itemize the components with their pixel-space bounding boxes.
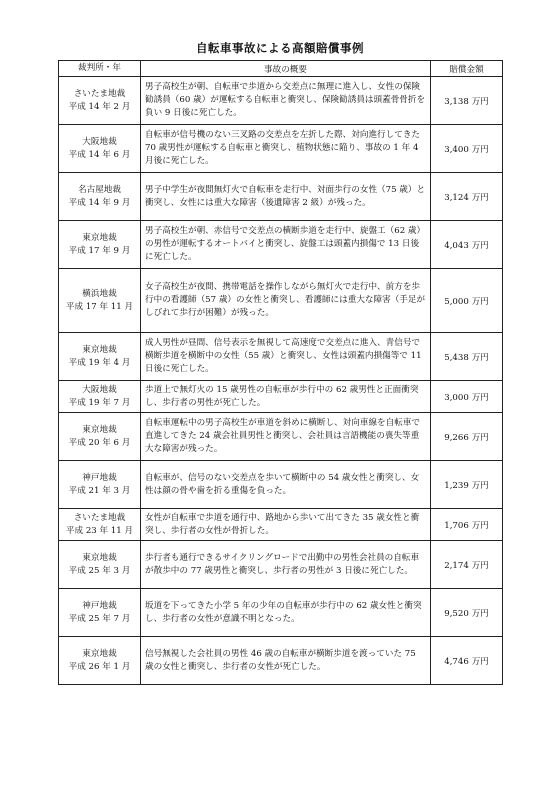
amount-cell: 9,266 万円 <box>431 413 503 461</box>
table-row <box>59 413 503 461</box>
summary-cell: 自転車運転中の男子高校生が車道を斜めに横断し、対向車線を自転車で直進してきた 24 歳会社員男性と衝突し、会社員は言語機能の喪失等重大な障害が残った。 <box>141 413 431 461</box>
court-cell <box>59 637 141 685</box>
table-row <box>59 125 503 173</box>
court-cell <box>59 77 141 125</box>
judgment-date: 平成 17 年 9 月 <box>68 245 131 256</box>
judgment-date: 平成 25 年 7 月 <box>68 613 131 624</box>
summary-cell: 男子高校生が朝、自転車で歩道から交差点に無理に進入し、女性の保険勧誘員（60 歳）が運転する自転車と衝突し、保険勧誘員は頭蓋骨骨折を負い 9 日後に死亡した。 <box>141 77 431 125</box>
amount-cell: 4,746 万円 <box>431 637 503 685</box>
court-name: 神戸地裁 <box>82 600 117 611</box>
court-name: 大阪地裁 <box>82 136 117 147</box>
summary-cell: 女性が自転車で歩道を通行中、路地から歩いて出てきた 35 歳女性と衝突し、歩行者の女性が骨折した。 <box>141 509 431 541</box>
judgment-date: 平成 20 年 6 月 <box>68 437 131 448</box>
judgment-date: 平成 17 年 11 月 <box>65 301 134 312</box>
amount-cell: 2,174 万円 <box>431 541 503 589</box>
table-header-row <box>59 61 503 77</box>
page-title: 自転車事故による高額賠償事例 <box>196 41 364 55</box>
court-cell <box>59 541 141 589</box>
court-cell <box>59 221 141 269</box>
summary-cell: 信号無視した会社員の男性 46 歳の自転車が横断歩道を渡っていた 75 歳の女性と衝突し、歩行者の女性が死亡した。 <box>141 637 431 685</box>
court-name: 東京地裁 <box>82 232 117 243</box>
court-name: さいたま地裁 <box>73 512 126 523</box>
table-row <box>59 221 503 269</box>
court-cell <box>59 269 141 333</box>
table-row <box>59 77 503 125</box>
judgment-date: 平成 14 年 9 月 <box>68 197 131 208</box>
summary-cell: 男子中学生が夜間無灯火で自転車を走行中、対面歩行の女性（75 歳）と衝突し、女性には重大な障害（後遺障害 2 級）が残った。 <box>141 173 431 221</box>
table-row <box>59 269 503 333</box>
court-cell <box>59 173 141 221</box>
amount-cell: 1,706 万円 <box>431 509 503 541</box>
case-table <box>58 60 503 685</box>
table-row <box>59 461 503 509</box>
court-cell <box>59 381 141 413</box>
table-row <box>59 637 503 685</box>
amount-cell: 3,400 万円 <box>431 125 503 173</box>
table-row <box>59 173 503 221</box>
court-cell <box>59 333 141 381</box>
summary-cell: 歩行者も通行できるサイクリングロードで出勤中の男性会社員の自転車が散歩中の 77 歳男性と衝突し、歩行者の男性が 3 日後に死亡した。 <box>141 541 431 589</box>
court-name: 名古屋地裁 <box>78 184 121 195</box>
court-cell <box>59 413 141 461</box>
summary-cell: 坂道を下ってきた小学 5 年の少年の自転車が歩行中の 62 歳女性と衝突し、歩行者の女性が意識不明となった。 <box>141 589 431 637</box>
amount-cell: 9,520 万円 <box>431 589 503 637</box>
header-court: 裁判所・年 <box>59 61 141 77</box>
judgment-date: 平成 23 年 11 月 <box>65 525 134 536</box>
summary-cell: 自転車が、信号のない交差点を歩いて横断中の 54 歳女性と衝突し、女性は顔の骨や歯を折る重傷を負った。 <box>141 461 431 509</box>
court-name: 東京地裁 <box>82 552 117 563</box>
court-name: 横浜地裁 <box>82 288 117 299</box>
table-row <box>59 541 503 589</box>
court-cell <box>59 461 141 509</box>
judgment-date: 平成 14 年 2 月 <box>68 101 131 112</box>
judgment-date: 平成 21 年 3 月 <box>68 485 131 496</box>
summary-cell: 自転車が信号機のない三叉路の交差点を左折した際、対向進行してきた 70 歳男性が運転する自転車と衝突し、植物状態に陥り、事故の 1 年 4 月後に死亡した。 <box>141 125 431 173</box>
summary-cell: 男子高校生が朝、赤信号で交差点の横断歩道を走行中、旋盤工（62 歳）の男性が運転するオートバイと衝突し、旋盤工は頭蓋内損傷で 13 日後に死亡した。 <box>141 221 431 269</box>
table-row <box>59 381 503 413</box>
judgment-date: 平成 25 年 3 月 <box>68 565 131 576</box>
judgment-date: 平成 19 年 7 月 <box>68 397 131 408</box>
amount-cell: 4,043 万円 <box>431 221 503 269</box>
judgment-date: 平成 26 年 1 月 <box>68 661 131 672</box>
amount-cell: 3,138 万円 <box>431 77 503 125</box>
summary-cell: 成人男性が昼間、信号表示を無視して高速度で交差点に進入、青信号で横断歩道を横断中の女性（55 歳）と衝突し、女性は頭蓋内損傷等で 11 日後に死亡した。 <box>141 333 431 381</box>
amount-cell: 5,000 万円 <box>431 269 503 333</box>
court-cell <box>59 125 141 173</box>
table-row <box>59 589 503 637</box>
judgment-date: 平成 14 年 6 月 <box>68 149 131 160</box>
court-name: 大阪地裁 <box>82 384 117 395</box>
amount-cell: 3,000 万円 <box>431 381 503 413</box>
court-name: 東京地裁 <box>82 424 117 435</box>
amount-cell: 5,438 万円 <box>431 333 503 381</box>
amount-cell: 3,124 万円 <box>431 173 503 221</box>
summary-cell: 歩道上で無灯火の 15 歳男性の自転車が歩行中の 62 歳男性と正面衝突し、歩行者の男性が死亡した。 <box>141 381 431 413</box>
table-body <box>59 77 503 685</box>
court-name: 東京地裁 <box>82 344 117 355</box>
court-name: 神戸地裁 <box>82 472 117 483</box>
amount-cell: 1,239 万円 <box>431 461 503 509</box>
header-summary: 事故の概要 <box>141 61 431 77</box>
court-cell <box>59 589 141 637</box>
court-cell <box>59 509 141 541</box>
table-row <box>59 333 503 381</box>
table-row <box>59 509 503 541</box>
judgment-date: 平成 19 年 4 月 <box>68 357 131 368</box>
summary-cell: 女子高校生が夜間、携帯電話を操作しながら無灯火で走行中、前方を歩行中の看護師（57 歳）の女性と衝突し、看護師には重大な障害（手足がしびれて歩行が困難）が残った。 <box>141 269 431 333</box>
header-amount: 賠償金額 <box>431 61 503 77</box>
court-name: さいたま地裁 <box>73 88 126 99</box>
court-name: 東京地裁 <box>82 648 117 659</box>
